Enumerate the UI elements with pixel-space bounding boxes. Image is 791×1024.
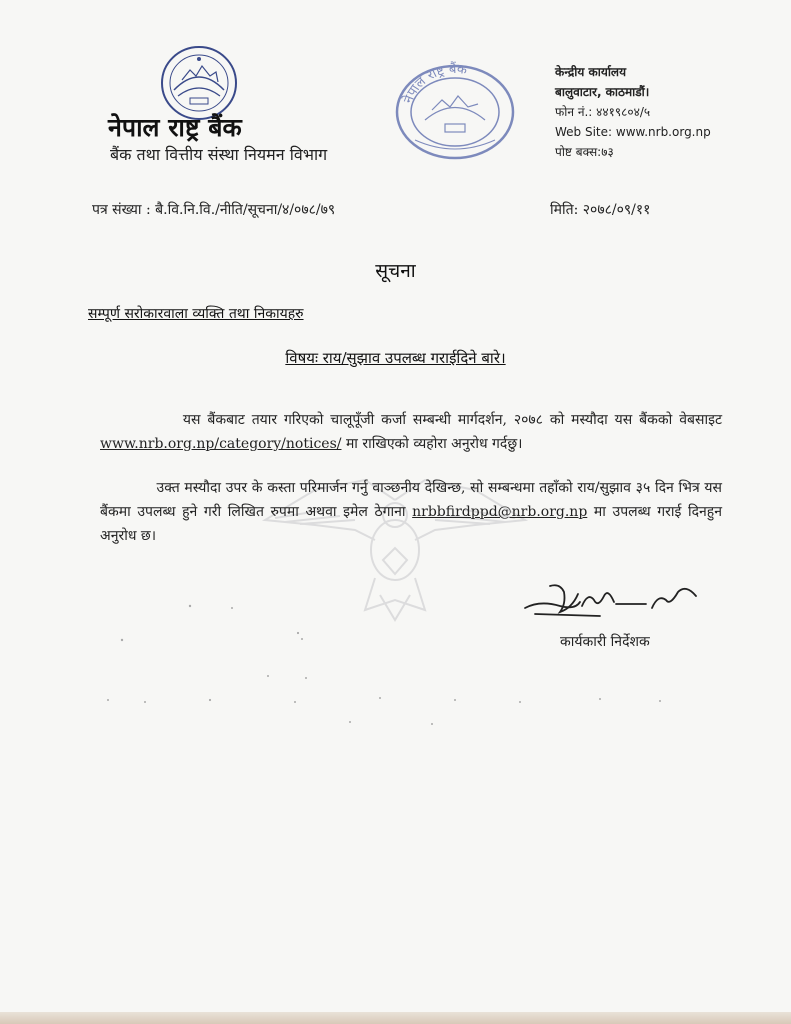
department-name: बैंक तथा वित्तीय संस्था नियमन विभाग xyxy=(110,145,328,164)
letter-date: मिति: २०७८/०९/११ xyxy=(550,202,651,218)
notices-url-link[interactable]: www.nrb.org.np/category/notices/ xyxy=(100,436,342,452)
po-box: पोष्ट बक्स:७३ xyxy=(555,145,614,159)
scan-edge xyxy=(0,1012,791,1024)
phone-number: फोन नं.: ४४१९८०४/५ xyxy=(555,105,651,119)
recipient-line: सम्पूर्ण सरोकारवाला व्यक्ति तथा निकायहरु xyxy=(88,306,304,322)
paragraph-2-end: मा उपलब्ध गराई दिनहुन अनुरोध छ। xyxy=(100,504,723,544)
reference-number: पत्र संख्या : बै.वि.नि.वि./नीति/सूचना/४/०७८/७९ xyxy=(92,202,336,218)
paragraph-1-text: यस बैंकबाट तयार गरिएको चालूपूँजी कर्जा सम्बन्धी मार्गदर्शन, २०७८ को मस्यौदा यस बैंकको वेबसाइट xyxy=(182,412,722,428)
paragraph-2-text: उक्त मस्यौदा उपर के कस्ता परिमार्जन गर्नु वाञ्छनीय देखिन्छ, सो सम्बन्धमा तहाँको राय/सुझाव ३५ दिन भित्र यस बैंकमा उपलब्ध हुने गरी लिखित रुपमा अथवा इमेल ठेगाना xyxy=(100,480,722,520)
notice-heading: सूचना xyxy=(375,260,416,282)
stamp-text: नेपाल राष्ट्र बैंक xyxy=(401,61,468,106)
office-address: बालुवाटार, काठमाडौं। xyxy=(555,85,650,99)
paragraph-1-end: मा राखिएको व्यहोरा अनुरोध गर्दछु। xyxy=(345,436,523,452)
bank-name: नेपाल राष्ट्र बैंक xyxy=(108,113,242,142)
subject-text: विषयः राय/सुझाव उपलब्ध गराईदिने बारे। xyxy=(285,349,506,367)
office-name: केन्द्रीय कार्यालय xyxy=(555,65,627,79)
signatory-designation: कार्यकारी निर्देशक xyxy=(560,634,650,650)
website: Web Site: www.nrb.org.np xyxy=(555,125,711,139)
email-link[interactable]: nrbbfirdppd@nrb.org.np xyxy=(412,504,588,520)
